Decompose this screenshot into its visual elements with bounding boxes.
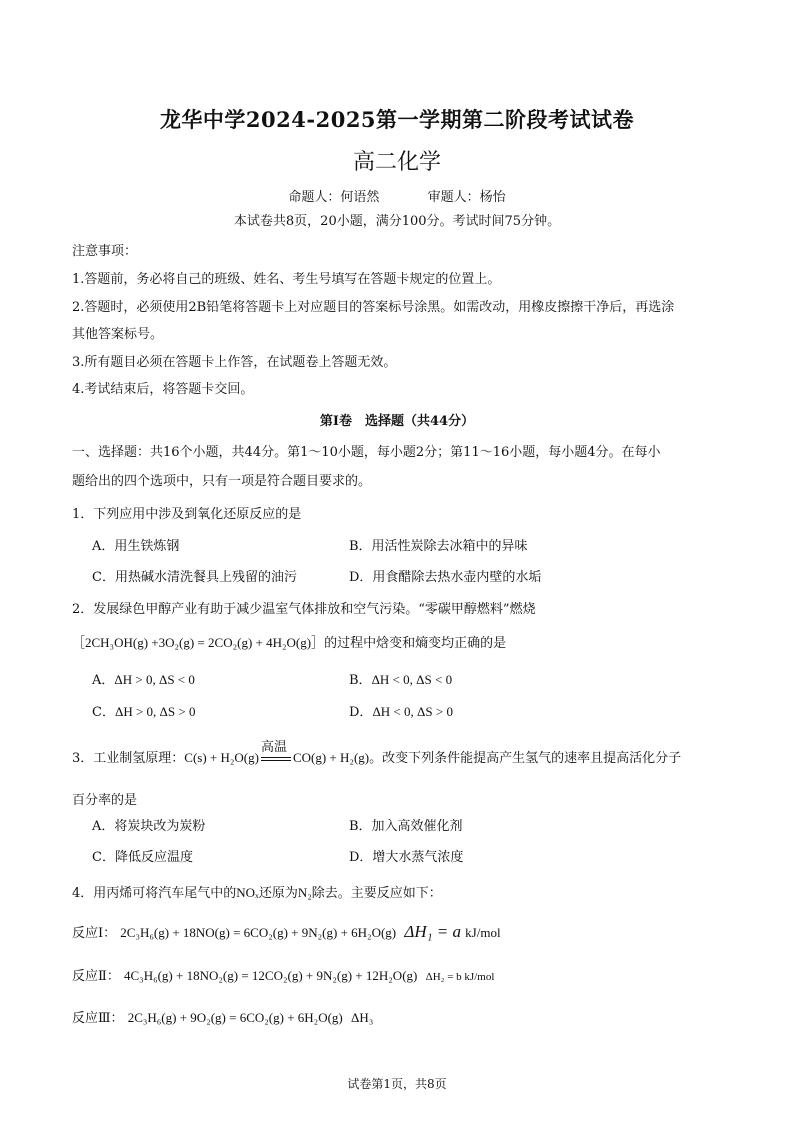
q1-option-b: B．用活性炭除去冰箱中的异味 (349, 539, 528, 554)
q3-stem (72, 740, 682, 766)
notes-heading: 注意事项： (72, 244, 138, 259)
q3-products: CO(g) + H₂(g) (292, 750, 370, 765)
note-item: 2.答题时，必须使用2B铅笔将答题卡上对应题目的答案标号涂黑。如需改动，用橡皮擦擦干净后，再选涂 (72, 300, 675, 315)
section-title: 第Ⅰ卷 选择题（共44分） (319, 414, 475, 429)
note-item: 其他答案标号。 (72, 327, 164, 342)
q2-option-b-label: B． (349, 673, 372, 688)
q2-equation-line (72, 632, 506, 651)
q4-reaction-3-label: 反应Ⅲ： (72, 1011, 124, 1026)
reviewer-name: 审题人：杨怡 (427, 190, 506, 205)
q4-stem-lead: 4．用丙烯可将汽车尾气中的 (72, 886, 237, 901)
q4-reaction-3-dh: ΔH₃ (351, 1010, 374, 1025)
q4-reaction-2-label: 反应Ⅱ： (72, 969, 120, 984)
q2-equation: ［2CH₃OH(g) +3O₂(g) = 2CO₂(g) + 4H₂O(g)］ (72, 635, 325, 650)
q4-reaction-2-equation: 4C₃H₆(g) + 18NO₂(g) = 12CO₂(g) + 9N₂(g) + 12H₂O(g) (123, 968, 418, 983)
q2-stem: 2．发展绿色甲醇产业有助于减少温室气体排放和空气污染。“零碳甲醇燃料”燃烧 (72, 602, 536, 617)
q3-condition-arrow (259, 740, 293, 766)
q4-stem-tail: 除去。主要反应如下： (311, 886, 442, 901)
q2-option-d-label: D． (349, 705, 373, 720)
q3-lead: 3．工业制氢原理： (72, 751, 185, 766)
q2-option-d (349, 701, 453, 720)
q4-reaction-3 (72, 1007, 373, 1026)
q2-option-c (92, 701, 195, 720)
q3-condition: 高温 (260, 740, 287, 755)
q2-option-b-expr: ΔH < 0, ΔS < 0 (371, 672, 453, 687)
equals-sign-icon (261, 757, 291, 761)
exam-title: 龙华中学2024-2025第一学期第二阶段考试试卷 (159, 107, 635, 132)
q1-option-c: C．用热碱水清洗餐具上残留的油污 (92, 570, 297, 585)
q2-stem-tail: 的过程中焓变和熵变均正确的是 (324, 636, 507, 651)
page-footer: 试卷第1页，共8页 (347, 1077, 447, 1091)
q4-n2: N₂ (297, 885, 312, 900)
q3-option-c: C．降低反应温度 (92, 850, 193, 865)
q3-stem-2: 百分率的是 (72, 793, 138, 808)
q2-option-d-expr: ΔH < 0, ΔS > 0 (372, 704, 453, 719)
q3-option-a: A．将炭块改为炭粉 (92, 819, 206, 834)
q3-option-d: D．增大水蒸气浓度 (349, 850, 464, 865)
exam-subject: 高二化学 (352, 150, 441, 175)
q3-stem-tail: 。改变下列条件能提高产生氢气的速率且提高活化分子 (369, 751, 682, 766)
section-instructions: 一、选择题：共16个小题，共44分。第1～10小题，每小题2分；第11～16小题，每小题4分。在每小 (72, 445, 661, 460)
q4-reaction-1-equation: 2C₃H₆(g) + 18NO(g) = 6CO₂(g) + 9N₂(g) + 6H₂O(g) (120, 925, 397, 940)
q2-option-a-expr: ΔH > 0, ΔS < 0 (114, 672, 195, 687)
setter-name: 命题人：何语然 (288, 190, 380, 205)
q4-reaction-1-label: 反应Ⅰ： (72, 926, 117, 941)
q4-reaction-3-equation: 2C₃H₆(g) + 9O₂(g) = 6CO₂(g) + 6H₂O(g) (127, 1010, 343, 1025)
q2-option-c-label: C． (92, 705, 115, 720)
q1-stem: 1．下列应用中涉及到氧化还原反应的是 (72, 507, 302, 522)
q4-nox: NOₓ (236, 885, 259, 900)
q2-option-b (349, 669, 452, 688)
note-item: 1.答题前，务必将自己的班级、姓名、考生号填写在答题卡规定的位置上。 (72, 272, 501, 287)
exam-authors (0, 186, 794, 205)
note-item: 3.所有题目必须在答题卡上作答，在试题卷上答题无效。 (72, 355, 397, 370)
q1-option-d: D．用食醋除去热水壶内壁的水垢 (349, 570, 542, 585)
q4-reaction-2-dh: ΔH₂ = b kJ/mol (425, 971, 495, 983)
q4-reaction-2 (72, 965, 494, 984)
q3-reactants: C(s) + H₂O(g) (184, 750, 259, 765)
q2-option-c-expr: ΔH > 0, ΔS > 0 (114, 704, 196, 719)
q2-option-a (92, 669, 195, 688)
q4-reaction-1 (72, 922, 501, 942)
q4-stem (72, 882, 442, 901)
section-instructions: 题给出的四个选项中，只有一项是符合题目要求的。 (72, 474, 372, 489)
q3-option-b: B．加入高效催化剂 (349, 819, 463, 834)
note-item: 4.考试结束后，将答题卡交回。 (72, 382, 254, 397)
q1-option-a: A．用生铁炼钢 (92, 539, 180, 554)
q4-stem-mid: 还原为 (258, 886, 298, 901)
q4-reaction-1-unit: kJ/mol (465, 925, 501, 940)
q2-option-a-label: A． (92, 673, 115, 688)
exam-info: 本试卷共8页，20小题，满分100分。考试时间75分钟。 (233, 214, 561, 229)
q4-reaction-1-dh: ΔH₁ = a (404, 922, 462, 941)
